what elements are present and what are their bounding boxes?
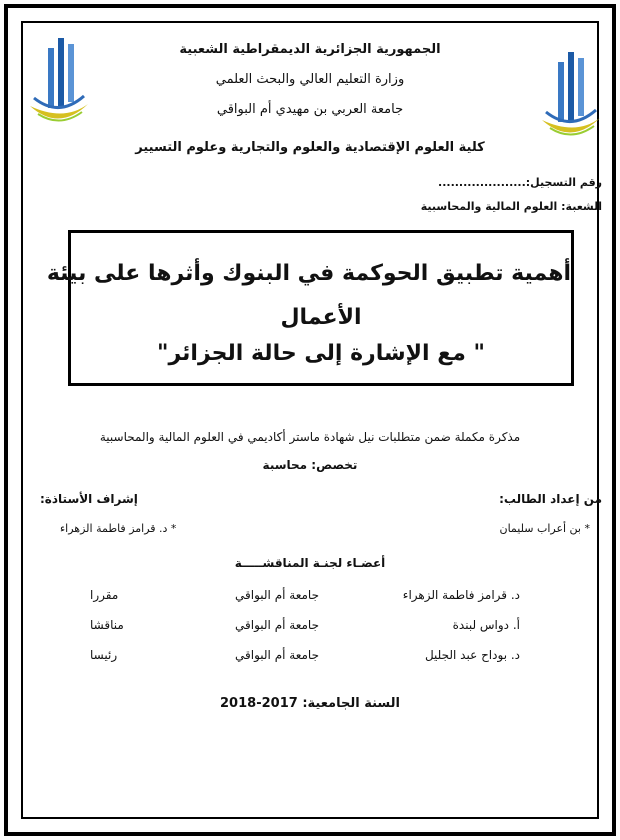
university-name: جامعة العربي بن مهيدي أم البواقي	[216, 102, 404, 117]
branch-label: الشعبة: العلوم المالية والمحاسبية	[420, 200, 602, 213]
supervisor-label: إشراف الأستاذة:	[40, 492, 138, 506]
registration-number: رقم التسجيل:.....................	[438, 176, 602, 189]
title-line-1: أهمية تطبيق الحوكمة في البنوك وأثرها على بيئة	[46, 261, 571, 286]
page-border	[4, 4, 616, 836]
member-name: د. بوداح عبد الجليل	[424, 648, 520, 662]
member-name: د. قرامز فاطمة الزهراء	[402, 588, 520, 602]
thesis-title-box	[46, 230, 574, 386]
member-university: جامعة أم البواقي	[235, 588, 319, 602]
member-role: مناقشا	[90, 618, 124, 632]
republic-name: الجمهورية الجزائرية الديمقراطية الشعبية	[179, 42, 441, 57]
ministry-name: وزارة التعليم العالي والبحث العلمي	[215, 72, 405, 87]
supervisor-name: * د. قرامز فاطمة الزهراء	[60, 522, 177, 535]
prepared-by-label: من إعداد الطالب:	[499, 492, 602, 506]
academic-year: السنة الجامعية: 2017-2018	[220, 696, 400, 711]
specialty: تخصص: محاسبة	[262, 458, 358, 472]
member-role: رئيسا	[90, 648, 118, 662]
committee-heading: أعضـاء لجنـة المناقشـــــة	[234, 556, 386, 570]
student-name: * بن أعراب سليمان	[499, 522, 590, 535]
title-line-3: " مع الإشارة إلى حالة الجزائر"	[157, 341, 485, 366]
title-line-2: الأعمال	[280, 305, 362, 330]
university-logo-right	[538, 48, 608, 148]
faculty-name: كلية العلوم الإقتصادية والعلوم والتجارية وعلوم التسيير	[135, 140, 485, 155]
member-university: جامعة أم البواقي	[235, 618, 319, 632]
member-role: مقررا	[90, 588, 119, 602]
memo-description: مذكرة مكملة ضمن متطلبات نيل شهادة ماستر أكاديمي في العلوم المالية والمحاسبية	[99, 430, 521, 444]
member-name: أ. دواس لبندة	[452, 618, 520, 632]
member-university: جامعة أم البواقي	[235, 648, 319, 662]
